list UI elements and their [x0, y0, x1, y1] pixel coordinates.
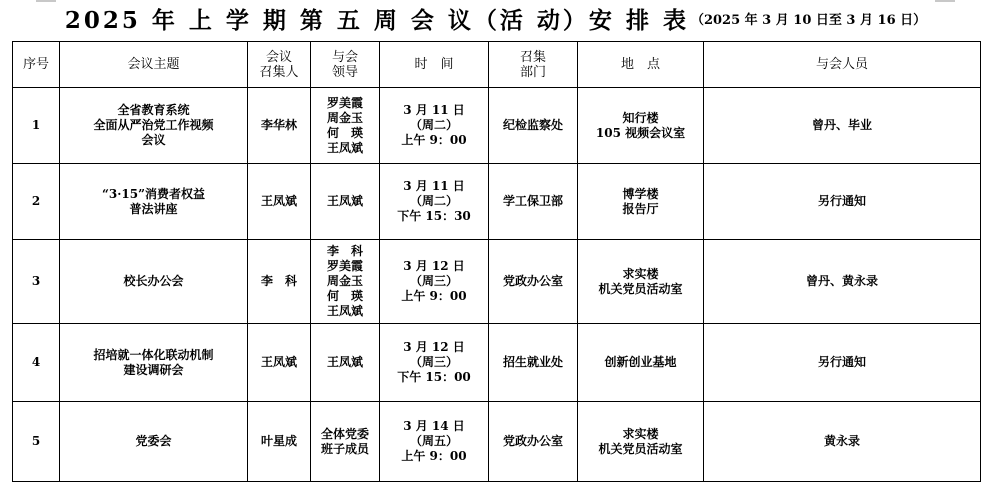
cell-location [578, 164, 704, 240]
cell-topic-line: 招培就一体化联动机制 [93, 347, 214, 362]
header-location: 地 点 [578, 42, 704, 88]
cell-location-line: 机关党员活动室 [598, 441, 683, 456]
cell-convener: 王凤斌 [248, 164, 311, 240]
header-attendees: 与会人员 [704, 42, 981, 88]
cell-location-line: 报告厅 [622, 201, 659, 216]
title-line [0, 2, 991, 40]
header-department [489, 42, 578, 88]
cell-leaders [311, 324, 380, 402]
header-convener-line: 会议 [265, 49, 292, 65]
cell-attendees: 黄永录 [704, 402, 981, 482]
cell-index: 4 [13, 324, 60, 402]
table-row [13, 164, 981, 240]
header-row [13, 42, 981, 88]
header-department-line: 部门 [519, 64, 546, 80]
table-row [13, 240, 981, 324]
cell-topic-line: 会议 [141, 133, 166, 147]
cell-location-line: 创新创业基地 [604, 355, 677, 369]
cell-leaders-line: 何 瑛 [326, 125, 363, 140]
cell-location [578, 88, 704, 164]
cell-topic-line: 全省教育系统 [117, 103, 190, 117]
cell-convener: 叶星成 [248, 402, 311, 482]
header-topic: 会议主题 [60, 42, 248, 88]
cell-leaders-line: 全体党委 [320, 426, 369, 441]
header-leaders [311, 42, 380, 88]
cell-attendees: 另行通知 [704, 164, 981, 240]
cell-location-line: 机关党员活动室 [598, 281, 683, 296]
cell-topic [60, 402, 248, 482]
cell-location-line: 求实楼 [622, 266, 659, 281]
cell-time-line: （周二） [409, 194, 458, 208]
date-range: （2025 年 3 月 10 日至 3 月 16 日） [690, 13, 927, 28]
cell-convener: 王凤斌 [248, 324, 311, 402]
cell-leaders-line: 王凤斌 [326, 304, 363, 318]
cell-topic-line: 普法讲座 [129, 201, 178, 216]
page-title: 2025 年 上 学 期 第 五 周 会 议（活 动）安 排 表 [64, 7, 689, 34]
header-index: 序号 [13, 42, 60, 88]
cell-leaders [311, 402, 380, 482]
cell-leaders-line: 王凤斌 [326, 194, 363, 208]
cell-leaders-line: 班子成员 [320, 441, 369, 456]
cell-index: 1 [13, 88, 60, 164]
cell-leaders [311, 164, 380, 240]
header-time: 时 间 [380, 42, 489, 88]
cell-leaders [311, 240, 380, 324]
cell-topic [60, 88, 248, 164]
cell-index: 2 [13, 164, 60, 240]
cell-location-line: 求实楼 [622, 426, 659, 441]
cell-location [578, 240, 704, 324]
cell-location [578, 402, 704, 482]
cell-time [380, 88, 489, 164]
cell-leaders [311, 88, 380, 164]
cell-topic-line: 党委会 [135, 434, 172, 448]
cell-leaders-line: 王凤斌 [326, 140, 363, 155]
cell-time-line: 3 月 11 日 [403, 103, 465, 117]
cell-time-line: 上午 9：00 [401, 133, 467, 147]
cell-convener: 李华林 [248, 88, 311, 164]
cell-time-line: 3 月 11 日 [403, 179, 465, 193]
cell-department: 党政办公室 [489, 240, 578, 324]
cell-topic-line: 全面从严治党工作视频 [93, 118, 214, 132]
cell-leaders-line: 罗美霞 [326, 259, 363, 273]
table-row [13, 88, 981, 164]
cell-index: 3 [13, 240, 60, 324]
cell-leaders-line: 李 科 [326, 244, 363, 258]
cell-time-line: 3 月 12 日 [403, 259, 465, 273]
cell-location-line: 知行楼 [622, 110, 659, 125]
table-row [13, 324, 981, 402]
cell-time [380, 402, 489, 482]
cell-time-line: 下午 15：00 [397, 370, 471, 384]
cell-attendees: 曾丹、毕业 [704, 88, 981, 164]
cell-time-line: 上午 9：00 [401, 449, 467, 463]
cell-topic [60, 164, 248, 240]
header-convener [248, 42, 311, 88]
table-row [13, 402, 981, 482]
cell-leaders-line: 罗美霞 [326, 95, 363, 110]
cell-convener: 李 科 [248, 240, 311, 324]
cell-attendees: 另行通知 [704, 324, 981, 402]
header-leaders-line: 领导 [331, 64, 358, 80]
cell-location-line: 博学楼 [622, 186, 659, 201]
cell-index: 5 [13, 402, 60, 482]
cell-topic-line: 校长办公会 [123, 274, 184, 288]
cell-topic-line: 建设调研会 [123, 362, 184, 377]
schedule-table [12, 41, 981, 482]
cell-time-line: 3 月 12 日 [403, 340, 465, 354]
cell-location [578, 324, 704, 402]
cell-time-line: 上午 9：00 [401, 289, 467, 303]
cell-leaders-line: 周金玉 [326, 110, 363, 125]
cell-time [380, 240, 489, 324]
cell-time-line: （周二） [409, 118, 458, 132]
cell-department: 党政办公室 [489, 402, 578, 482]
header-convener-line: 召集人 [259, 64, 299, 80]
cell-time-line: （周三） [409, 355, 458, 369]
cell-attendees: 曾丹、黄永录 [704, 240, 981, 324]
cell-time-line: 下午 15：30 [397, 209, 471, 223]
cell-time-line: （周三） [409, 274, 458, 288]
cell-location-line: 105 视频会议室 [595, 125, 686, 140]
cell-time [380, 324, 489, 402]
cell-department: 纪检监察处 [489, 88, 578, 164]
cell-leaders-line: 何 瑛 [326, 289, 363, 303]
cell-topic [60, 240, 248, 324]
header-leaders-line: 与会 [331, 49, 358, 65]
header-department-line: 召集 [519, 49, 546, 65]
cell-time-line: 3 月 14 日 [403, 419, 465, 433]
cell-leaders-line: 王凤斌 [326, 355, 363, 369]
cell-leaders-line: 周金玉 [326, 274, 363, 288]
cell-department: 学工保卫部 [489, 164, 578, 240]
cell-time [380, 164, 489, 240]
cell-department: 招生就业处 [489, 324, 578, 402]
cell-topic [60, 324, 248, 402]
cell-topic-line: “3·15”消费者权益 [101, 186, 206, 201]
cell-time-line: （周五） [409, 434, 458, 448]
